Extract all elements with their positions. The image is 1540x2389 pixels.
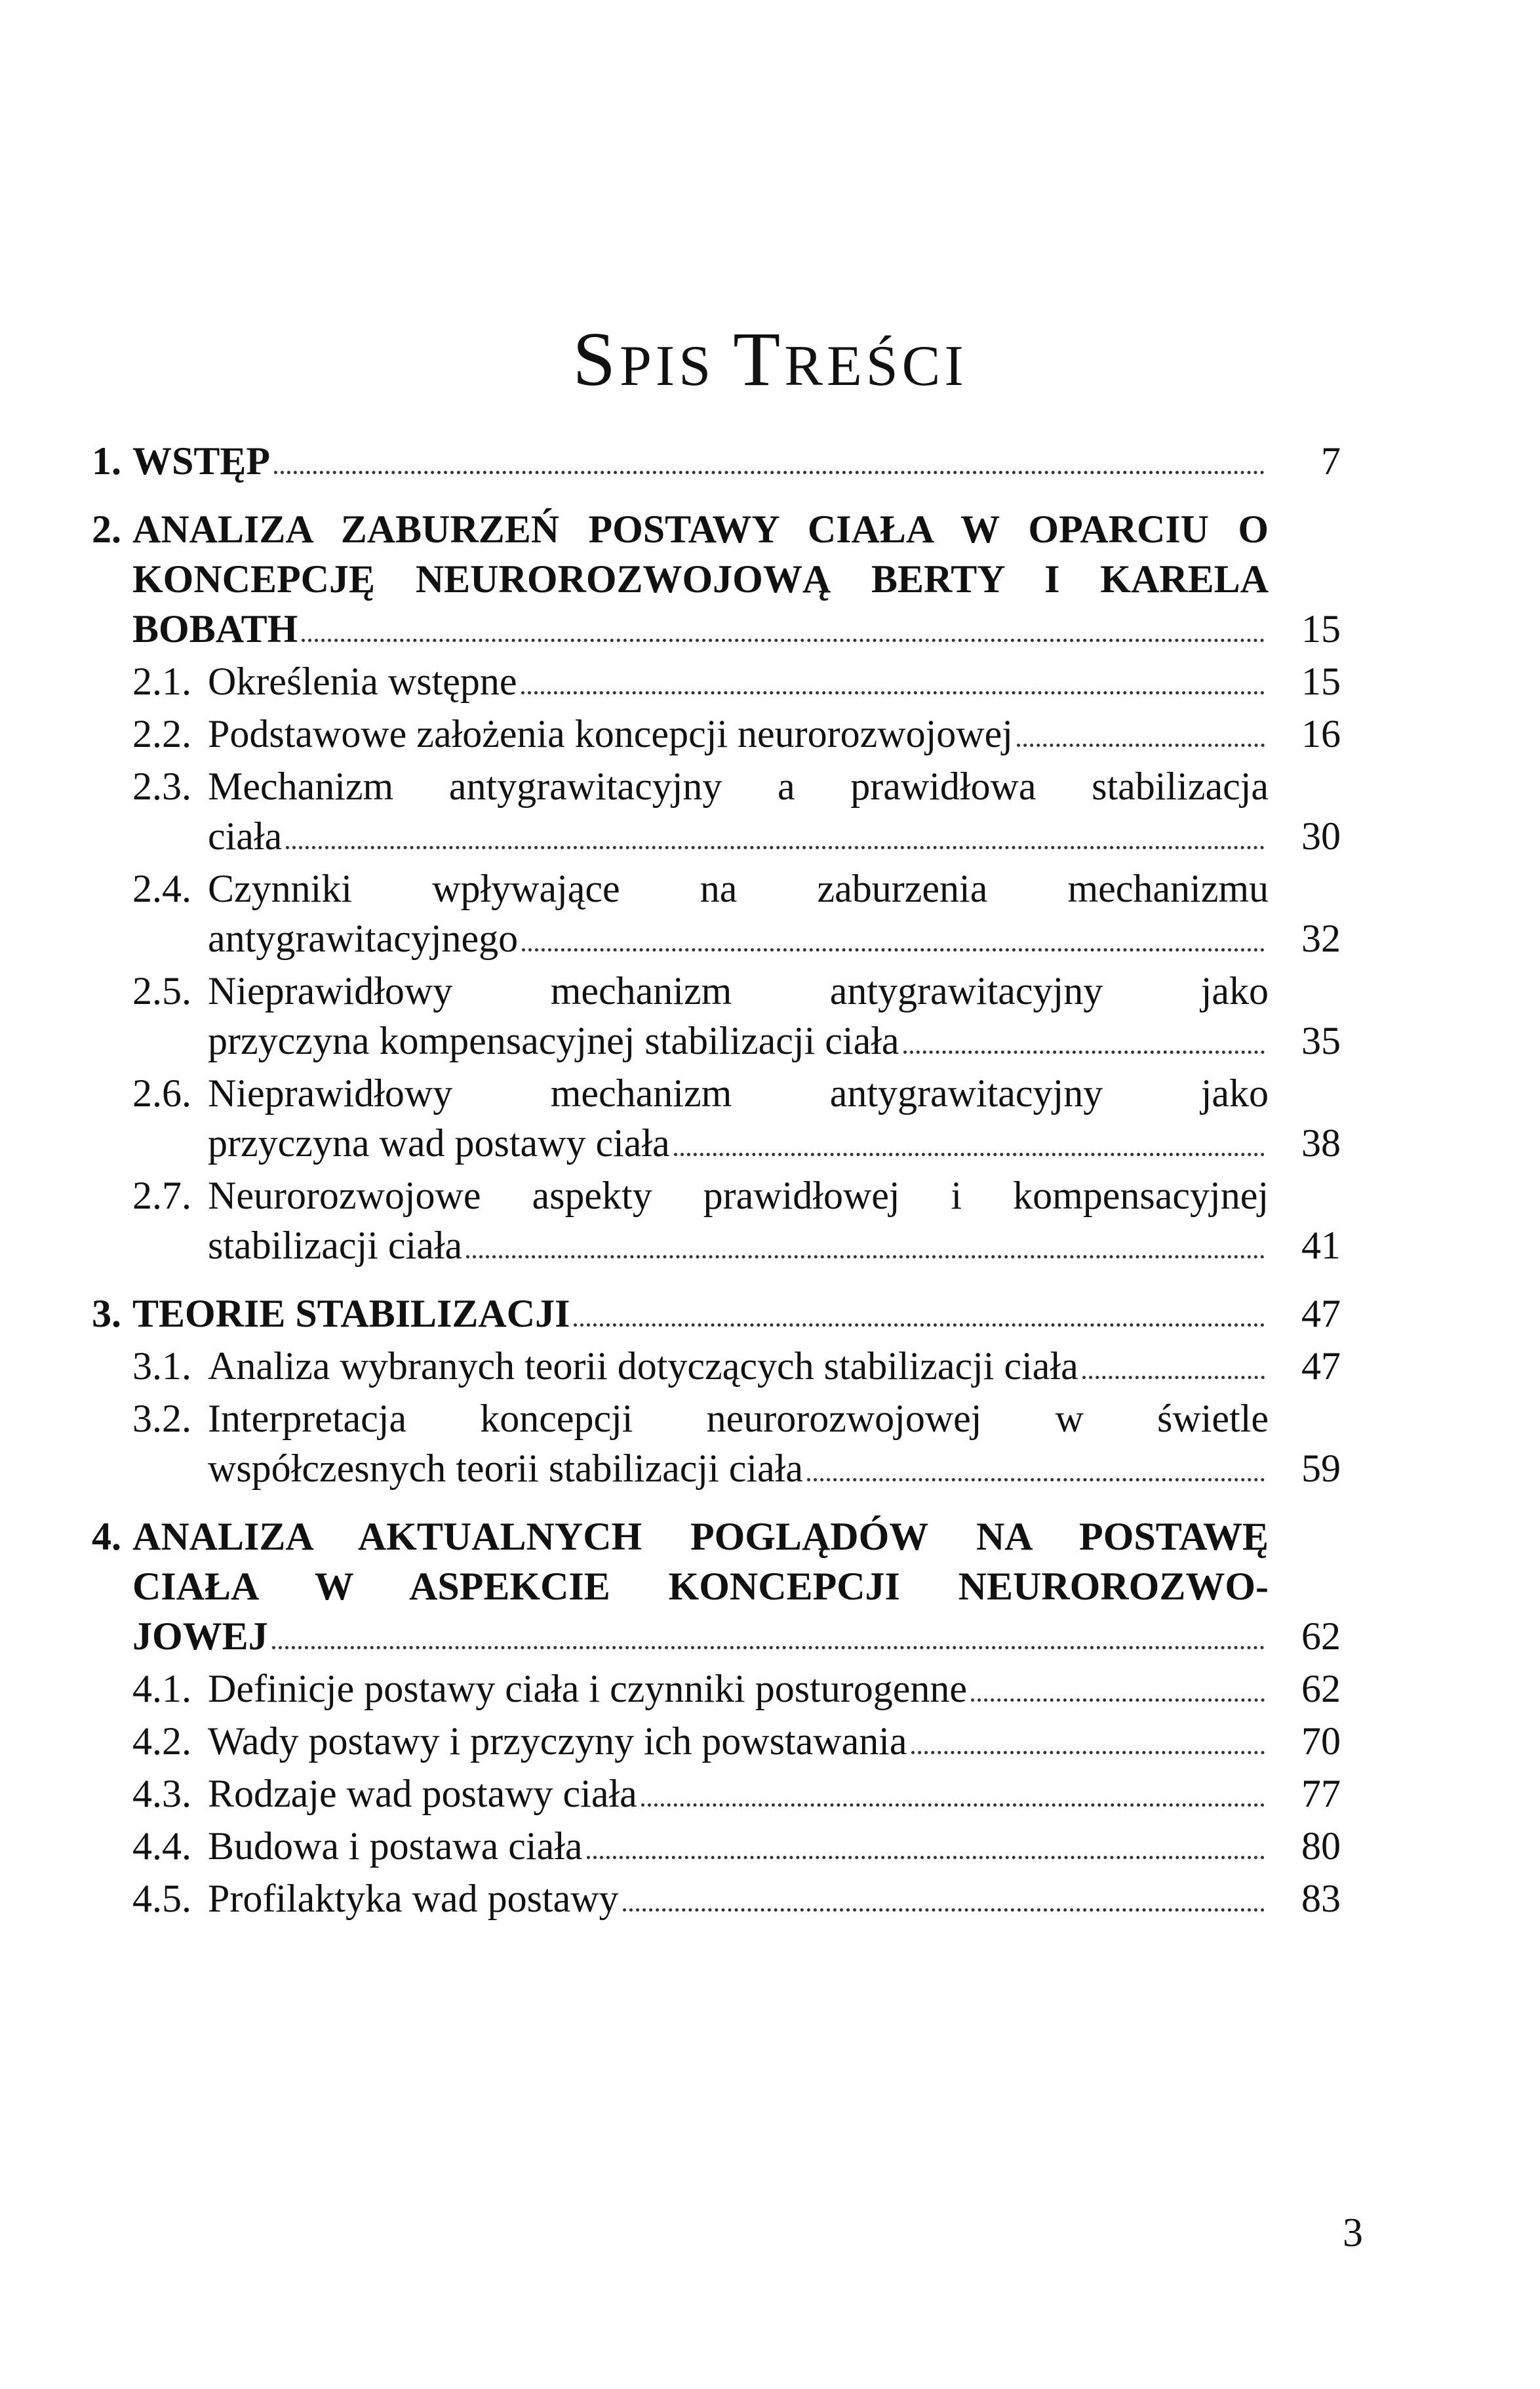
dot-leader xyxy=(641,1803,1265,1807)
toc-entry-line: KONCEPCJĘ NEUROROZWOJOWĄ BERTY I KARELA xyxy=(132,557,1269,601)
dot-leader xyxy=(302,639,1265,642)
toc-entry-text: współczesnych teorii stabilizacji ciała xyxy=(208,1447,803,1490)
toc-entry-last-line xyxy=(208,1716,1269,1766)
toc-entry-number: 4.4. xyxy=(132,1824,191,1868)
toc-section xyxy=(92,1821,1341,1871)
dot-leader xyxy=(587,1856,1265,1859)
toc-entry-last-line xyxy=(132,604,1269,654)
toc-entry-title xyxy=(208,1664,1269,1714)
toc-entry-number: 2.3. xyxy=(132,765,191,808)
toc-page-number: 47 xyxy=(1301,1344,1341,1388)
toc-chapter xyxy=(92,1512,1341,1661)
toc-page-number: 15 xyxy=(1301,607,1341,651)
toc-entry-last-line xyxy=(208,811,1269,861)
toc-entry-line: Nieprawidłowy mechanizm antygrawitacyjny jako xyxy=(208,969,1269,1013)
toc-entry-number: 4. xyxy=(92,1515,121,1558)
toc-section xyxy=(92,1664,1341,1714)
toc-entry-text: Analiza wybranych teorii dotyczących stabilizacji ciała xyxy=(208,1344,1078,1388)
toc-entry-number: 3.2. xyxy=(132,1397,191,1440)
toc-entry-last-line xyxy=(132,1289,1269,1338)
toc-entry-title xyxy=(208,1171,1269,1270)
toc-section xyxy=(92,1769,1341,1818)
toc-entry-number: 2. xyxy=(92,508,121,551)
toc-entry-number: 2.1. xyxy=(132,660,191,703)
toc-section xyxy=(92,1341,1341,1391)
toc-entry-text: Budowa i postawa ciała xyxy=(208,1824,583,1868)
title-rest-1: PIS xyxy=(619,334,734,398)
toc-section xyxy=(92,1874,1341,1923)
toc-section xyxy=(92,864,1341,963)
toc-entry-last-line xyxy=(208,1874,1269,1923)
toc-entry-line: Interpretacja koncepcji neurorozwojowej w świetle xyxy=(208,1397,1269,1440)
toc-entry-text: Podstawowe założenia koncepcji neurorozwojowej xyxy=(208,712,1013,755)
toc-entry-text: JOWEJ xyxy=(132,1615,268,1658)
toc-entry-line: Mechanizm antygrawitacyjny a prawidłowa stabilizacja xyxy=(208,765,1269,808)
toc-entry-text: WSTĘP xyxy=(132,439,271,483)
toc-entry-title xyxy=(208,1394,1269,1493)
toc-page-number: 35 xyxy=(1301,1019,1341,1062)
toc-section xyxy=(92,1171,1341,1270)
toc-section xyxy=(92,656,1341,706)
toc-page-number: 32 xyxy=(1301,917,1341,960)
page-title xyxy=(0,315,1540,404)
toc-entry-last-line xyxy=(208,1821,1269,1871)
toc-chapter xyxy=(92,436,1341,486)
toc-entry-text: BOBATH xyxy=(132,607,298,651)
toc-page-number: 62 xyxy=(1301,1615,1341,1658)
toc-page-number: 15 xyxy=(1301,660,1341,703)
toc-section xyxy=(92,709,1341,759)
toc-chapter xyxy=(92,1289,1341,1338)
toc-entry-number: 2.6. xyxy=(132,1072,191,1115)
toc-page-number: 47 xyxy=(1301,1292,1341,1335)
toc-page-number: 70 xyxy=(1301,1719,1341,1763)
toc-entry-last-line xyxy=(208,709,1269,759)
toc-entry-title xyxy=(132,1512,1269,1661)
toc-entry-number: 1. xyxy=(92,439,121,483)
toc-entry-title xyxy=(208,1769,1269,1818)
dot-leader xyxy=(1017,744,1265,747)
dot-leader xyxy=(522,948,1265,952)
toc-chapter xyxy=(92,504,1341,654)
toc-entry-number: 2.4. xyxy=(132,867,191,910)
toc-page-number: 83 xyxy=(1301,1877,1341,1920)
toc-entry-title xyxy=(208,1874,1269,1923)
toc-section xyxy=(92,1716,1341,1766)
toc-section xyxy=(92,966,1341,1066)
toc-page-number: 41 xyxy=(1301,1224,1341,1267)
dot-leader xyxy=(903,1051,1265,1054)
title-initial-1: S xyxy=(572,316,620,402)
dot-leader xyxy=(274,471,1265,474)
toc-entry-line: Neurorozwojowe aspekty prawidłowej i kompensacyjnej xyxy=(208,1174,1269,1217)
toc-entry-number: 4.2. xyxy=(132,1719,191,1763)
toc-entry-title xyxy=(208,1821,1269,1871)
toc-entry-last-line xyxy=(132,436,1269,486)
toc-entry-number: 2.2. xyxy=(132,712,191,755)
title-initial-2: T xyxy=(733,316,785,402)
toc-entry-title xyxy=(132,504,1269,654)
toc-page-number: 62 xyxy=(1301,1667,1341,1710)
toc-entry-line: Czynniki wpływające na zaburzenia mechanizmu xyxy=(208,867,1269,910)
dot-leader xyxy=(466,1255,1265,1258)
toc-entry-number: 2.5. xyxy=(132,969,191,1013)
toc-entry-last-line xyxy=(132,1611,1269,1661)
dot-leader xyxy=(807,1478,1265,1481)
toc-entry-title xyxy=(132,1289,1269,1338)
toc-entry-title xyxy=(208,761,1269,861)
toc-entry-last-line xyxy=(208,1443,1269,1493)
dot-leader xyxy=(911,1751,1265,1754)
toc-entry-last-line xyxy=(208,1016,1269,1066)
dot-leader xyxy=(971,1698,1265,1702)
toc-entry-title xyxy=(132,436,1269,486)
toc-page-number: 80 xyxy=(1301,1824,1341,1868)
dot-leader xyxy=(1082,1376,1265,1379)
table-of-contents xyxy=(92,436,1341,1923)
page-number: 3 xyxy=(1343,2211,1363,2255)
toc-entry-title xyxy=(208,1341,1269,1391)
toc-entry-text: stabilizacji ciała xyxy=(208,1224,463,1267)
toc-entry-text: Określenia wstępne xyxy=(208,660,517,703)
toc-page-number: 59 xyxy=(1301,1447,1341,1490)
dot-leader xyxy=(286,846,1265,849)
toc-entry-last-line xyxy=(208,1769,1269,1818)
toc-entry-number: 3.1. xyxy=(132,1344,191,1388)
toc-entry-title xyxy=(208,966,1269,1066)
toc-page-number: 7 xyxy=(1321,439,1341,483)
toc-entry-text: TEORIE STABILIZACJI xyxy=(132,1292,570,1335)
dot-leader xyxy=(574,1323,1265,1327)
toc-entry-last-line xyxy=(208,1341,1269,1391)
toc-entry-last-line xyxy=(208,1118,1269,1168)
toc-entry-line: ANALIZA ZABURZEŃ POSTAWY CIAŁA W OPARCIU O xyxy=(132,508,1269,551)
toc-entry-title xyxy=(208,1716,1269,1766)
toc-entry-last-line xyxy=(208,913,1269,963)
toc-entry-text: antygrawitacyjnego xyxy=(208,917,519,960)
toc-entry-text: przyczyna wad postawy ciała xyxy=(208,1121,670,1165)
toc-page-number: 77 xyxy=(1301,1772,1341,1815)
toc-entry-text: ciała xyxy=(208,814,283,858)
toc-entry-text: przyczyna kompensacyjnej stabilizacji ciała xyxy=(208,1019,899,1062)
toc-section xyxy=(92,1394,1341,1493)
toc-page-number: 38 xyxy=(1301,1121,1341,1165)
dot-leader xyxy=(623,1908,1265,1912)
toc-page-number: 16 xyxy=(1301,712,1341,755)
toc-entry-line: CIAŁA W ASPEKCIE KONCEPCJI NEUROROZWO- xyxy=(132,1565,1269,1608)
toc-entry-text: Profilaktyka wad postawy xyxy=(208,1877,619,1920)
dot-leader xyxy=(521,691,1265,694)
dot-leader xyxy=(674,1153,1265,1156)
toc-entry-number: 4.1. xyxy=(132,1667,191,1710)
toc-entry-text: Rodzaje wad postawy ciała xyxy=(208,1772,637,1815)
toc-entry-title xyxy=(208,864,1269,963)
toc-entry-number: 4.5. xyxy=(132,1877,191,1920)
toc-entry-number: 4.3. xyxy=(132,1772,191,1815)
toc-entry-title xyxy=(208,656,1269,706)
title-rest-2: REŚCI xyxy=(784,334,968,398)
toc-page-number: 30 xyxy=(1301,814,1341,858)
toc-entry-last-line xyxy=(208,1664,1269,1714)
toc-entry-last-line xyxy=(208,656,1269,706)
toc-entry-number: 3. xyxy=(92,1292,121,1335)
toc-entry-line: ANALIZA AKTUALNYCH POGLĄDÓW NA POSTAWĘ xyxy=(132,1515,1269,1558)
toc-entry-last-line xyxy=(208,1220,1269,1270)
toc-entry-text: Wady postawy i przyczyny ich powstawania xyxy=(208,1719,907,1763)
dot-leader xyxy=(272,1646,1265,1649)
toc-entry-number: 2.7. xyxy=(132,1174,191,1217)
toc-entry-text: Definicje postawy ciała i czynniki posturogenne xyxy=(208,1667,967,1710)
toc-entry-title xyxy=(208,709,1269,759)
toc-entry-title xyxy=(208,1068,1269,1168)
toc-entry-line: Nieprawidłowy mechanizm antygrawitacyjny jako xyxy=(208,1072,1269,1115)
toc-section xyxy=(92,761,1341,861)
toc-section xyxy=(92,1068,1341,1168)
